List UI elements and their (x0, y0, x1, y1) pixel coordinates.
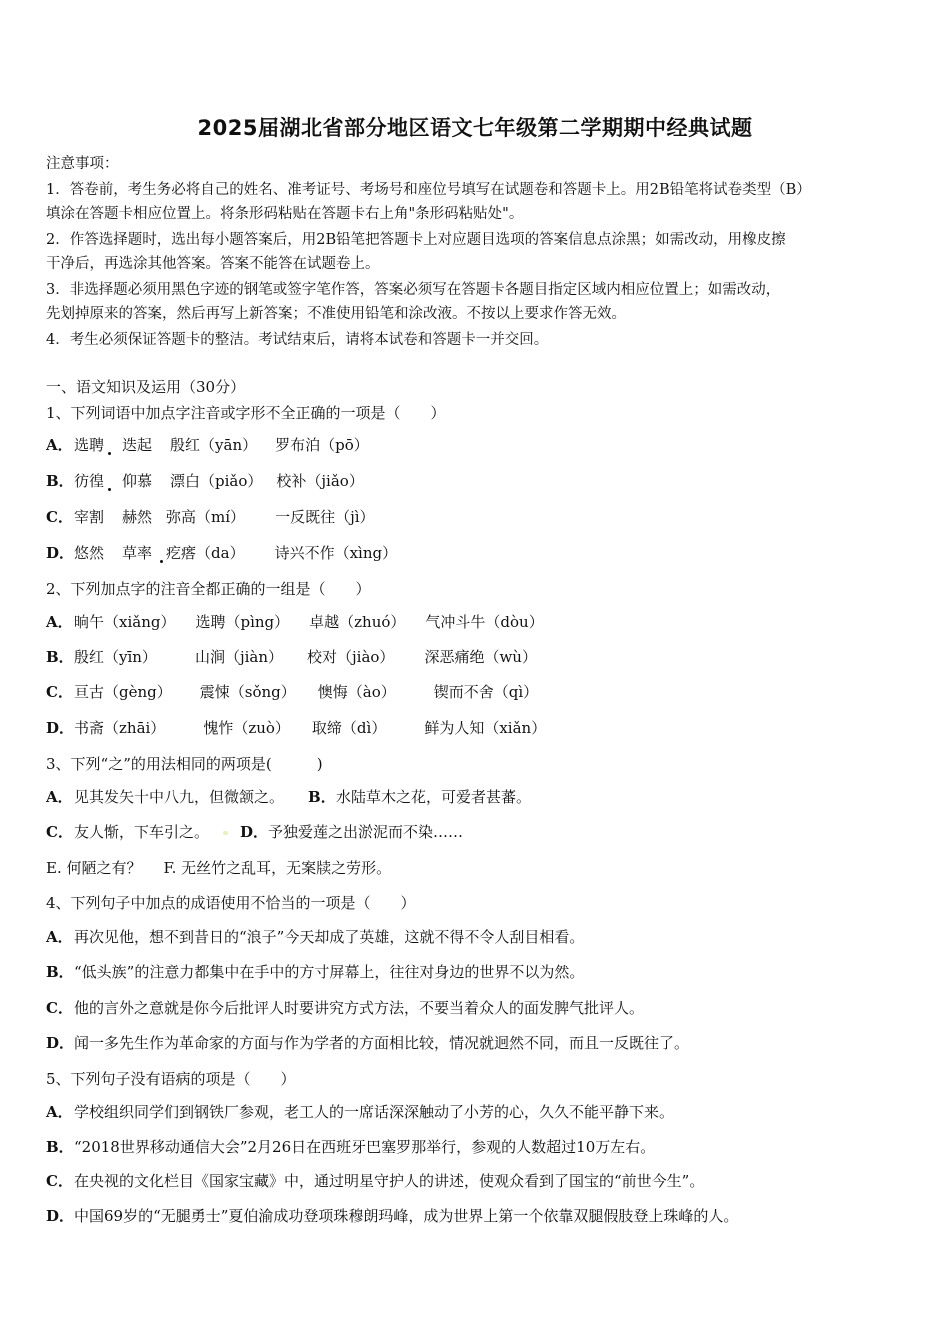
option-part: 气冲斗牛（dòu） (425, 613, 544, 631)
q5-option-c (46, 1170, 704, 1191)
q2-option-a (46, 611, 544, 632)
q1-option-b (46, 470, 364, 491)
notice-line-4: 干净后，再选涂其他答案。答案不能答在试题卷上。 (46, 256, 380, 272)
option-part: 震悚（sǒng） (199, 683, 296, 701)
emphasis-dot (108, 488, 111, 491)
option-part: 殷红（yān） (170, 436, 258, 454)
option-part: 鲜为人知（xiǎn） (424, 719, 547, 737)
option-part: 愧怍（zuò） (203, 719, 290, 737)
q2-option-b (46, 646, 537, 667)
q1-option-c (46, 506, 375, 527)
q4-stem: 4、下列句子中加点的成语使用不恰当的一项是（ ） (46, 894, 416, 912)
notice-line-1: 1．答卷前，考生务必将自己的姓名、准考证号、考场号和座位号填写在试题卷和答题卡上。用2B铅笔将试卷类型（B） (46, 182, 811, 198)
option-label: D． (46, 1034, 75, 1052)
q3-row-2 (46, 821, 463, 842)
q5-option-d (46, 1205, 738, 1226)
option-text: F. 无丝竹之乱耳，无案牍之劳形。 (163, 859, 392, 877)
option-part: 草率 (122, 544, 153, 562)
option-text: 在央视的文化栏目《国家宝藏》中，通过明星守护人的讲述，使观众看到了国宝的“前世今生”。 (74, 1172, 705, 1190)
q4-option-a (46, 926, 584, 947)
option-text: 中国69岁的“无腿勇士”夏伯渝成功登项珠穆朗玛峰，成为世界上第一个依靠双腿假肢登上珠峰的人。 (74, 1207, 739, 1225)
option-label: D． (46, 719, 75, 737)
option-part: 弥高（mí） (166, 508, 246, 526)
option-part: 宰割 (74, 508, 105, 526)
option-text: 他的言外之意就是你今后批评人时要讲究方式方法，不要当着众人的面发脾气批评人。 (74, 999, 645, 1017)
option-label: C． (46, 823, 73, 841)
q5-option-a (46, 1101, 674, 1122)
option-label: C． (46, 999, 73, 1017)
option-label: B． (46, 472, 74, 490)
option-part: 诗兴不作（xìng） (274, 544, 398, 562)
q5-stem: 5、下列句子没有语病的项是（ ） (46, 1070, 296, 1088)
option-part: 迭起 (122, 436, 153, 454)
emphasis-dot (108, 452, 111, 455)
q3-row-3 (46, 857, 391, 878)
option-part: 取缔（dì） (311, 719, 387, 737)
option-text: E. 何陋之有？ (46, 859, 142, 877)
option-text: 友人惭，下车引之。 (74, 823, 210, 841)
option-part: 校对（jiào） (307, 648, 395, 666)
option-text: “2018世界移动通信大会”2月26日在西班牙巴塞罗那举行，参观的人数超过10万左右。 (74, 1138, 656, 1156)
q2-stem: 2、下列加点字的注音全都正确的一组是（ ） (46, 580, 371, 598)
option-part: 悠然 (74, 544, 105, 562)
option-text: 水陆草木之花，可爱者甚蕃。 (336, 788, 532, 806)
option-label: C． (46, 508, 73, 526)
option-part: 懊悔（ào） (317, 683, 396, 701)
q5-option-b (46, 1136, 655, 1157)
option-text: 见其发矢十中八九，但微颔之。 (74, 788, 285, 806)
option-text: 学校组织同学们到钢铁厂参观，老工人的一席话深深触动了小芳的心，久久不能平静下来。 (74, 1103, 675, 1121)
section-heading: 一、语文知识及运用（30分） (46, 378, 246, 396)
notice-line-3: 2．作答选择题时，选出每小题答案后，用2B铅笔把答题卡上对应题目选项的答案信息点涂黑；如需改动，用橡皮擦 (46, 232, 786, 248)
option-label: A． (46, 928, 73, 946)
option-part: 深恶痛绝（wù） (424, 648, 537, 666)
emphasis-dot (160, 560, 163, 563)
q1-option-d (46, 542, 397, 563)
option-part: 亘古（gèng） (74, 683, 172, 701)
option-text: “低头族”的注意力都集中在手中的方寸屏幕上，往往对身边的世界不以为然。 (74, 963, 585, 981)
option-label: C． (46, 1172, 73, 1190)
option-part: 校补（jiǎo） (276, 472, 364, 490)
option-part: 书斋（zhāi） (74, 719, 166, 737)
option-label: A． (46, 788, 73, 806)
option-part: 疙瘩（da） (166, 544, 245, 562)
option-label: D． (240, 823, 269, 841)
option-part: 选聘（pìng） (195, 613, 290, 631)
option-label: A． (46, 1103, 73, 1121)
option-label: B． (308, 788, 336, 806)
option-text: 予独爱莲之出淤泥而不染…… (268, 823, 464, 841)
option-part: 赫然 (122, 508, 153, 526)
notice-heading: 注意事项： (46, 156, 119, 172)
q4-option-b (46, 961, 584, 982)
option-part: 彷徨 (74, 472, 105, 490)
page-title: 2025届湖北省部分地区语文七年级第二学期期中经典试题 (197, 116, 753, 140)
q2-option-d (46, 717, 546, 738)
q4-option-c (46, 997, 644, 1018)
option-label: A． (46, 613, 73, 631)
option-label: D． (46, 544, 75, 562)
q3-row-1 (46, 786, 531, 807)
option-text: 再次见他，想不到昔日的“浪子”今天却成了英雄，这就不得不令人刮目相看。 (74, 928, 585, 946)
option-part: 选聘 (74, 436, 105, 454)
q4-option-d (46, 1032, 689, 1053)
option-part: 锲而不舍（qì） (433, 683, 539, 701)
option-part: 一反既往（jì） (275, 508, 375, 526)
q3-stem: 3、下列“之”的用法相同的两项是( ) (46, 755, 323, 773)
option-label: A． (46, 436, 73, 454)
scan-smudge (223, 831, 228, 835)
q2-option-c (46, 681, 538, 702)
option-part: 山涧（jiàn） (194, 648, 283, 666)
option-part: 晌午（xiǎng） (74, 613, 176, 631)
option-label: B． (46, 1138, 74, 1156)
option-part: 罗布泊（pō） (275, 436, 369, 454)
notice-line-2: 填涂在答题卡相应位置上。将条形码粘贴在答题卡右上角"条形码粘贴处"。 (46, 206, 524, 222)
option-label: B． (46, 963, 74, 981)
option-part: 仰慕 (122, 472, 153, 490)
option-label: D． (46, 1207, 75, 1225)
option-text: 闻一多先生作为革命家的方面与作为学者的方面相比较，情况就迥然不同，而且一反既往了。 (74, 1034, 690, 1052)
option-part: 漂白（piǎo） (170, 472, 263, 490)
notice-line-6: 先划掉原来的答案，然后再写上新答案；不准使用铅笔和涂改液。不按以上要求作答无效。 (46, 306, 626, 322)
notice-line-7: 4．考生必须保证答题卡的整洁。考试结束后，请将本试卷和答题卡一并交回。 (46, 332, 549, 348)
notice-line-5: 3．非选择题必须用黑色字迹的钢笔或签字笔作答，答案必须写在答题卡各题目指定区域内相应位置上；如需改动， (46, 282, 781, 298)
option-label: C． (46, 683, 73, 701)
option-part: 卓越（zhuó） (309, 613, 406, 631)
option-label: B． (46, 648, 74, 666)
q1-option-a (46, 434, 369, 455)
q1-stem: 1、下列词语中加点字注音或字形不全正确的一项是（ ） (46, 404, 446, 422)
option-part: 殷红（yīn） (74, 648, 157, 666)
